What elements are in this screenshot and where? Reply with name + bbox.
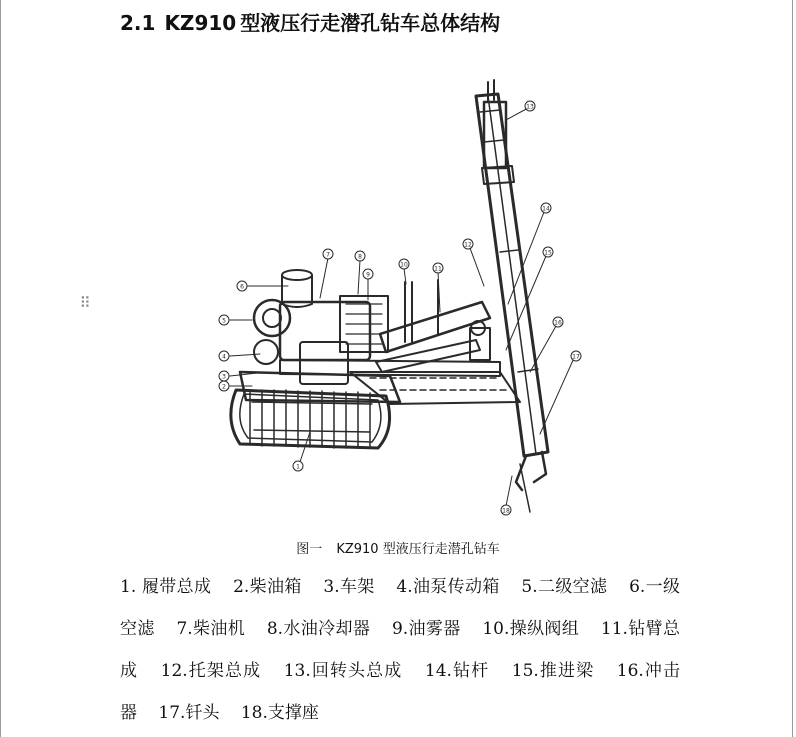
callout-number: 1 (296, 463, 300, 471)
legend-item: 5.二级空滤 (521, 577, 608, 597)
section-heading (120, 8, 500, 38)
parts-legend (120, 566, 680, 734)
callout-number: 2 (222, 383, 226, 391)
callout-number: 12 (464, 241, 472, 249)
legend-item: 9.油雾器 (391, 619, 461, 639)
callout-number: 14 (542, 205, 550, 213)
page-edge-left (0, 0, 1, 737)
callout-number: 8 (358, 253, 362, 261)
legend-item: 10.操纵阀组 (482, 619, 580, 639)
legend-item: 16.冲击器 (120, 661, 680, 723)
figure-caption (0, 540, 796, 560)
engine (254, 300, 370, 364)
figure-caption-label: 图一 (296, 542, 323, 557)
legend-item: 3.车架 (323, 577, 375, 597)
legend-item: 7.柴油机 (176, 619, 246, 639)
callout-number: 5 (222, 317, 226, 325)
figure-caption-text: KZ910 型液压行走潜孔钻车 (336, 542, 500, 557)
legend-item: 18.支撑座 (240, 703, 319, 723)
legend-item: 15.推进梁 (511, 661, 595, 681)
legend-item: 2.柴油箱 (233, 577, 302, 597)
drill-rig-drawing (200, 72, 600, 527)
legend-item: 14.钻杆 (424, 661, 490, 681)
drag-handle-icon[interactable]: ⠿ (79, 294, 91, 312)
callout-number: 6 (240, 283, 244, 291)
feed-beam (476, 80, 548, 512)
legend-item: 12.托架总成 (160, 661, 262, 681)
legend-item: 4.油泵传动箱 (396, 577, 500, 597)
legend-item: 8.水油冷却器 (266, 619, 371, 639)
legend-item: 11.钻臂总成 (120, 619, 680, 681)
section-title: 型液压行走潜孔钻车总体结构 (240, 11, 501, 35)
callout-number: 15 (544, 249, 552, 257)
callout-number: 16 (554, 319, 562, 327)
callout-number: 3 (222, 373, 226, 381)
air-filter (282, 270, 312, 280)
callout-number: 11 (434, 265, 442, 273)
section-model: KZ910 (164, 11, 237, 35)
crawler-track (231, 372, 520, 448)
callout-number: 4 (222, 353, 226, 361)
legend-item: 17.钎头 (158, 703, 220, 723)
callout-number: 7 (326, 251, 330, 259)
legend-item: 13.回转头总成 (283, 661, 403, 681)
legend-item: 6.一级空滤 (120, 577, 680, 639)
callout-number: 9 (366, 271, 370, 279)
callout-number: 10 (400, 261, 408, 269)
drill-rig-figure (200, 72, 600, 527)
section-number: 2.1 (120, 11, 156, 35)
callout-number: 13 (526, 103, 534, 111)
callout-number: 18 (502, 507, 510, 515)
legend-item: 1. 履带总成 (120, 577, 212, 597)
callout-number: 17 (572, 353, 580, 361)
page-edge-right (792, 0, 793, 737)
